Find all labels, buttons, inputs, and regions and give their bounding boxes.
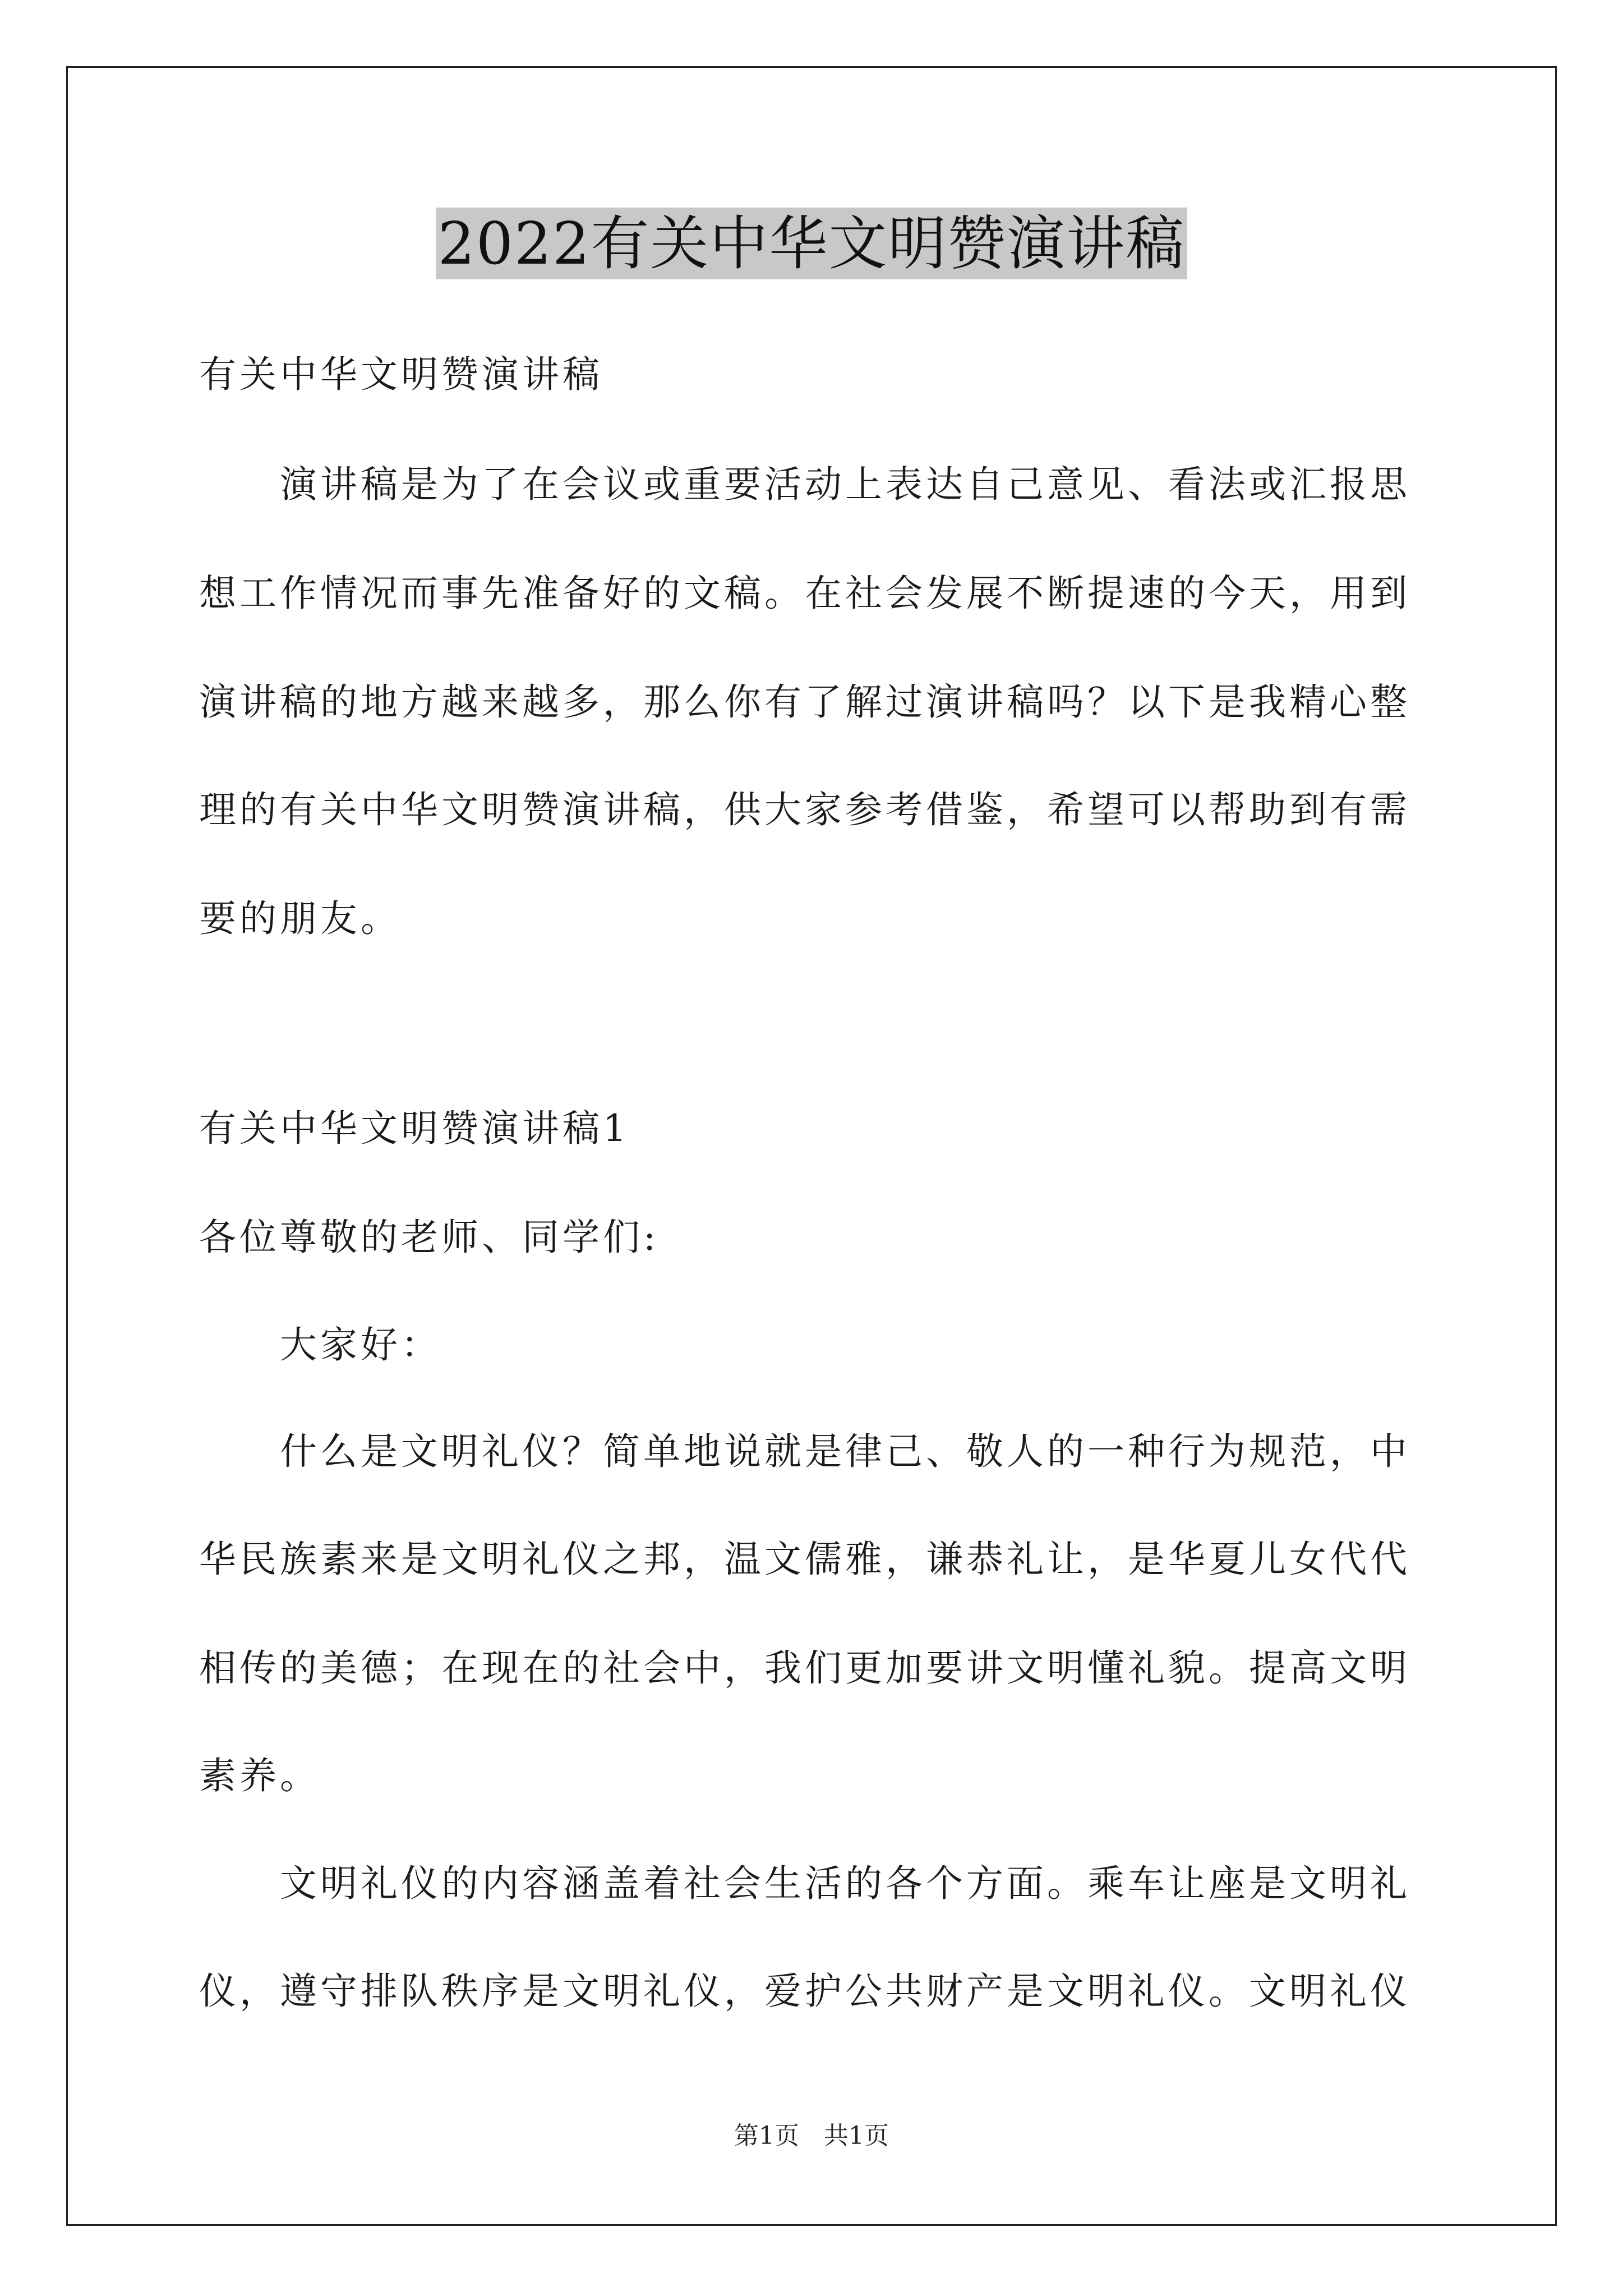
page-number-footer: 第1页 共1页 [734, 2122, 889, 2150]
text-line-7: 有关中华文明赞演讲稿1 [199, 1107, 630, 1150]
text-line-8: 各位尊敬的老师、同学们: [199, 1216, 660, 1259]
text-line-3: 想工作情况而事先准备好的文稿。在社会发展不断提速的今天，用到 [199, 572, 1410, 615]
text-line-14: 文明礼仪的内容涵盖着社会生活的各个方面。乘车让座是文明礼 [199, 1862, 1410, 1905]
text-line-11: 华民族素来是文明礼仪之邦，温文儒雅，谦恭礼让，是华夏儿女代代 [199, 1538, 1410, 1581]
document-title: 2022有关中华文明赞演讲稿 [436, 208, 1188, 279]
text-line-4: 演讲稿的地方越来越多，那么你有了解过演讲稿吗？以下是我精心整 [199, 680, 1410, 724]
text-line-1: 有关中华文明赞演讲稿 [199, 353, 603, 396]
text-line-9: 大家好： [199, 1323, 441, 1366]
text-line-15: 仪，遵守排队秩序是文明礼仪，爱护公共财产是文明礼仪。文明礼仪 [199, 1970, 1410, 2013]
text-line-10: 什么是文明礼仪？简单地说就是律己、敬人的一种行为规范，中 [199, 1430, 1410, 1473]
text-line-13: 素养。 [199, 1754, 320, 1797]
text-line-12: 相传的美德；在现在的社会中，我们更加要讲文明懂礼貌。提高文明 [199, 1646, 1410, 1690]
text-line-2: 演讲稿是为了在会议或重要活动上表达自己意见、看法或汇报思 [199, 463, 1410, 506]
text-line-5: 理的有关中华文明赞演讲稿，供大家参考借鉴，希望可以帮助到有需 [199, 788, 1410, 831]
text-line-6: 要的朋友。 [199, 897, 401, 940]
title-container [0, 208, 1623, 279]
